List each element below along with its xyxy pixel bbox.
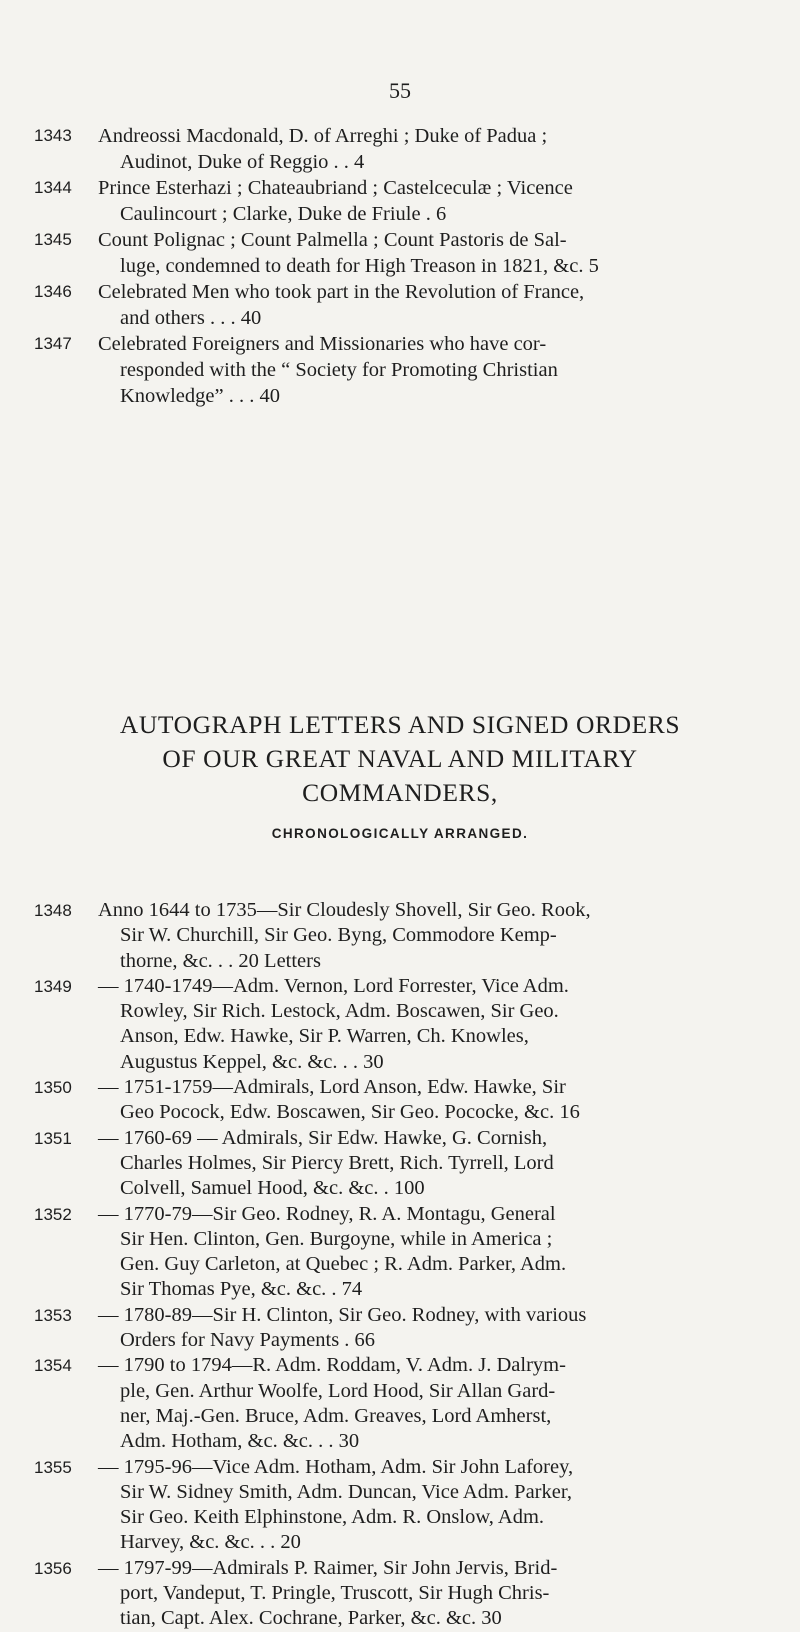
entry-line: — 1770-79—Sir Geo. Rodney, R. A. Montagu, General	[98, 1202, 556, 1225]
catalogue-entry	[34, 279, 764, 331]
lot-number: 1343	[34, 126, 72, 145]
entry-text	[98, 227, 764, 279]
entry-line: Augustus Keppel, &c. &c. . . 30	[120, 1050, 384, 1073]
entry-line: — 1760-69 — Admirals, Sir Edw. Hawke, G. Cornish,	[98, 1126, 548, 1149]
entry-line: — 1790 to 1794—R. Adm. Roddam, V. Adm. J. Dalrym-	[98, 1354, 566, 1377]
entry-line: Sir Hen. Clinton, Gen. Burgoyne, while in America ;	[120, 1227, 553, 1250]
entry-text	[98, 1075, 764, 1126]
lot-number: 1344	[34, 178, 72, 197]
entry-line: — 1780-89—Sir H. Clinton, Sir Geo. Rodney, with various	[98, 1303, 587, 1326]
entry-text	[98, 1126, 764, 1202]
catalogue-entry	[34, 1303, 764, 1354]
lot-number: 1355	[34, 1457, 72, 1477]
section-subheading: CHRONOLOGICALLY ARRANGED.	[271, 826, 529, 841]
entry-line: luge, condemned to death for High Treason in 1821, &c. 5	[120, 255, 599, 277]
entry-line: — 1751-1759—Admirals, Lord Anson, Edw. Hawke, Sir	[98, 1076, 566, 1099]
section-heading-line-3: COMMANDERS,	[302, 778, 498, 807]
entry-line: and others . . . 40	[120, 307, 262, 329]
entry-line: Sir Geo. Keith Elphinstone, Adm. R. Onslow, Adm.	[120, 1506, 545, 1529]
catalogue-entry	[34, 1202, 764, 1303]
entry-text	[98, 1353, 764, 1454]
entry-text	[98, 1303, 764, 1354]
entry-line: thorne, &c. . . 20 Letters	[120, 949, 321, 972]
lot-number: 1345	[34, 230, 72, 249]
entry-line: Geo Pocock, Edw. Boscawen, Sir Geo. Pococke, &c. 16	[120, 1101, 580, 1124]
entry-line: Adm. Hotham, &c. &c. . . 30	[120, 1430, 360, 1453]
entry-line: Prince Esterhazi ; Chateaubriand ; Castelceculæ ; Vicence	[98, 177, 573, 199]
entry-line: — 1797-99—Admirals P. Raimer, Sir John Jervis, Brid-	[98, 1556, 558, 1579]
entry-line: Rowley, Sir Rich. Lestock, Adm. Boscawen, Sir Geo.	[120, 1000, 559, 1023]
lot-number: 1354	[34, 1356, 72, 1376]
entry-line: ple, Gen. Arthur Woolfe, Lord Hood, Sir Allan Gard-	[120, 1379, 556, 1402]
entry-line: — 1740-1749—Adm. Vernon, Lord Forrester, Vice Adm.	[98, 974, 569, 997]
entry-line: tian, Capt. Alex. Cochrane, Parker, &c. &c. 30	[120, 1607, 502, 1630]
entry-text	[98, 331, 764, 409]
lot-number: 1352	[34, 1204, 72, 1224]
lot-number: 1348	[34, 901, 72, 920]
entry-text	[98, 1202, 764, 1303]
entry-text	[98, 1556, 764, 1632]
catalogue-entry	[34, 898, 764, 974]
entry-text	[98, 279, 764, 331]
entry-line: Audinot, Duke of Reggio . . 4	[120, 151, 365, 173]
entry-text	[98, 974, 764, 1075]
bottom-entry-list	[34, 898, 764, 1632]
entry-line: port, Vandeput, T. Pringle, Truscott, Sir Hugh Chris-	[120, 1582, 550, 1605]
catalogue-entry	[34, 331, 764, 409]
entry-line: ner, Maj.-Gen. Bruce, Adm. Greaves, Lord Amherst,	[120, 1404, 552, 1427]
catalogue-entry	[34, 1556, 764, 1632]
entry-line: Sir Thomas Pye, &c. &c. . 74	[120, 1278, 363, 1301]
catalogue-entry	[34, 175, 764, 227]
entry-line: Gen. Guy Carleton, at Quebec ; R. Adm. Parker, Adm.	[120, 1253, 567, 1276]
catalogue-entry	[34, 1126, 764, 1202]
lot-number: 1356	[34, 1558, 72, 1578]
entry-line: Caulincourt ; Clarke, Duke de Friule . 6	[120, 203, 447, 225]
section-heading-line-2: OF OUR GREAT NAVAL AND MILITARY	[162, 744, 638, 773]
entry-line: Colvell, Samuel Hood, &c. &c. . 100	[120, 1177, 425, 1200]
entry-line: Orders for Navy Payments . 66	[120, 1329, 376, 1352]
entry-line: Sir W. Sidney Smith, Adm. Duncan, Vice Adm. Parker,	[120, 1480, 572, 1503]
entry-text	[98, 123, 764, 175]
catalogue-entry	[34, 227, 764, 279]
entry-line: Andreossi Macdonald, D. of Arreghi ; Duke of Padua ;	[98, 125, 548, 147]
lot-number: 1349	[34, 976, 72, 996]
entry-line: Celebrated Men who took part in the Revolution of France,	[98, 281, 585, 303]
entry-line: Celebrated Foreigners and Missionaries who have cor-	[98, 333, 547, 355]
entry-line: responded with the “ Society for Promoting Christian	[120, 359, 558, 381]
catalogue-entry	[34, 1075, 764, 1126]
entry-text	[98, 898, 764, 974]
entry-text	[98, 175, 764, 227]
page-number: 55	[389, 78, 411, 103]
entry-line: Sir W. Churchill, Sir Geo. Byng, Commodore Kemp-	[120, 924, 557, 947]
lot-number: 1347	[34, 334, 72, 353]
entry-line: Knowledge” . . . 40	[120, 385, 280, 407]
entry-line: Anno 1644 to 1735—Sir Cloudesly Shovell, Sir Geo. Rook,	[98, 899, 591, 921]
entry-line: Harvey, &c. &c. . . 20	[120, 1531, 301, 1554]
lot-number: 1353	[34, 1305, 72, 1325]
entry-line: Charles Holmes, Sir Piercy Brett, Rich. Tyrrell, Lord	[120, 1151, 554, 1174]
lot-number: 1351	[34, 1128, 72, 1148]
entry-line: — 1795-96—Vice Adm. Hotham, Adm. Sir John Laforey,	[98, 1455, 574, 1478]
catalogue-entry	[34, 974, 764, 1075]
top-entry-list	[34, 123, 764, 409]
catalogue-entry	[34, 1353, 764, 1454]
entry-line: Count Polignac ; Count Palmella ; Count Pastoris de Sal-	[98, 229, 567, 251]
lot-number: 1346	[34, 282, 72, 301]
entry-line: Anson, Edw. Hawke, Sir P. Warren, Ch. Knowles,	[120, 1025, 529, 1048]
catalogue-entry	[34, 123, 764, 175]
section-heading-line-1: AUTOGRAPH LETTERS AND SIGNED ORDERS	[119, 710, 681, 739]
lot-number: 1350	[34, 1078, 72, 1098]
